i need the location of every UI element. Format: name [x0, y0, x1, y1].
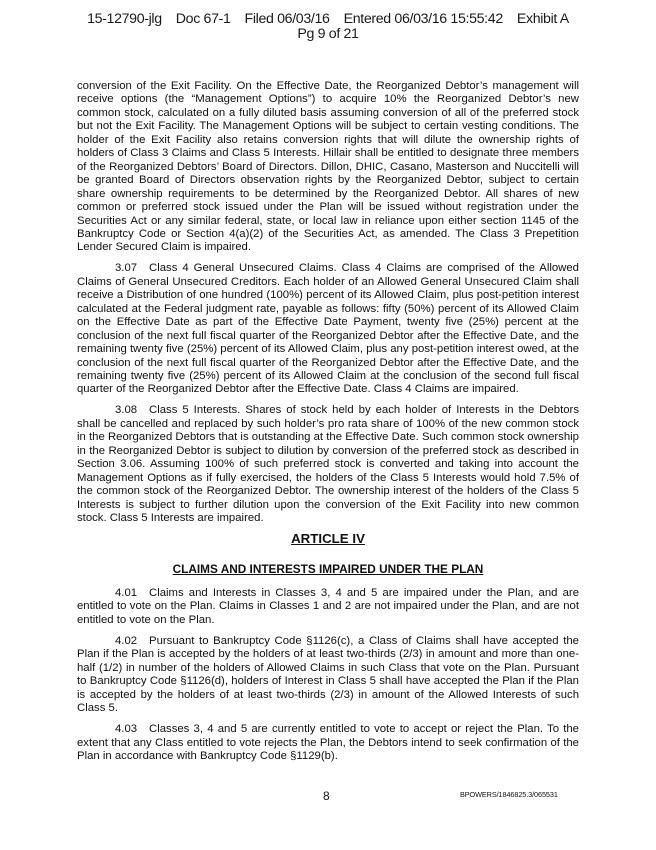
page-number: 8 [323, 789, 330, 803]
section-text: Class 4 General Unsecured Claims. Class 4 Claims are comprised of the Allowed Claims of General Unsecured Creditors. Each holder of an Allowed General Unsecured Claim shall receive a Distribution of one hundred (100%) percent of its Allowed Claim, plus post-petition interest calculated at the Federal judgment rate, payable as follows: fifty (50%) percent of its Allowed Claim on the Effective Date as part of the Effective Date Payment, twenty five (25%) percent at the conclusion of the next full fiscal quarter of the Reorganized Debtor after the Effective Date, and the remaining twenty five (25%) percent of its Allowed Claim, plus any post-petition interest owed, at the conclusion of the next full fiscal quarter of the Reorganized Debtor after the Effective Date, and the remaining twenty five (25%) percent of its Allowed Claim at the conclusion of the second full fiscal quarter of the Reorganized Debtor after the Effective Date. Class 4 Claims are impaired. [77, 262, 579, 396]
document-body [77, 80, 579, 771]
section-4-01 [77, 587, 579, 627]
section-number: 4.03 [115, 723, 138, 736]
entered-date: Entered 06/03/16 15:55:42 [343, 11, 503, 27]
filed-date: Filed 06/03/16 [244, 11, 330, 27]
page-of-total: Pg 9 of 21 [297, 26, 359, 42]
section-4-03 [77, 723, 579, 763]
document-id: BPOWERS/1846825.3/065531 [460, 790, 558, 799]
section-text: Class 5 Interests. Shares of stock held by each holder of Interests in the Debtors shall be cancelled and replaced by such holder’s pro rata share of 100% of the new common stock in the Reorganized Debtors that is outstanding at the Effective Date. Such common stock ownership in the Reorganized Debtor is subject to dilution by conversion of the preferred stock as described in Section 3.06. Assuming 100% of such preferred stock is converted and taking into account the Management Options as if fully exercised, the holders of the Class 5 Interests would hold 7.5% of the common stock of the Reorganized Debtor. The ownership interest of the holders of the Class 5 Interests is subject to further dilution upon the conversion of the Exit Facility into new common stock. Class 5 Interests are impaired. [77, 404, 579, 525]
paragraph-continued: conversion of the Exit Facility. On the Effective Date, the Reorganized Debtor’s management will receive options (the “Management Options”) to acquire 10% the Reorganized Debtor’s new common stock, calculated on a fully diluted basis assuming conversion of all of the preferred stock but not the Exit Facility. The Management Options will be subject to certain vesting conditions. The holder of the Exit Facility also retains conversion rights that will dilute the ownership rights of holders of Class 3 Claims and Class 5 Interests. Hillair shall be entitled to designate three members of the Reorganized Debtors’ Board of Directors. Dillon, DHIC, Casano, Masterson and Nuccitelli will be granted Board of Directors observation rights by the Reorganized Debtor, subject to certain share ownership requirements to be determined by the Reorganized Debtor. All shares of new common or preferred stock issued under the Plan will be issued without registration under the Securities Act or any similar federal, state, or local law in reliance upon either section 1145 of the Bankruptcy Code or Section 4(a)(2) of the Securities Act, as amended. The Class 3 Prepetition Lender Secured Claim is impaired. [77, 80, 579, 254]
court-filing-stamp [0, 12, 656, 42]
section-number: 4.02 [115, 634, 138, 647]
stamp-line-1 [0, 12, 656, 27]
section-text: Pursuant to Bankruptcy Code §1126(c), a Class of Claims shall have accepted the Plan if the Plan is accepted by the holders of at least two-thirds (2/3) in amount and more than one-half (1/2) in number of the holders of Allowed Claims in such Class that vote on the Plan. Pursuant to Bankruptcy Code §1126(d), holders of Interest in Class 5 shall have accepted the Plan if the Plan is accepted by the holders of at least two-thirds (2/3) in amount of the Allowed Interests of such Class 5. [77, 634, 579, 715]
section-number: 4.01 [115, 587, 138, 599]
section-number: 3.07 [115, 262, 138, 275]
article-subheading: CLAIMS AND INTERESTS IMPAIRED UNDER THE PLAN [172, 562, 484, 576]
doc-number: Doc 67-1 [175, 11, 231, 27]
section-4-02 [77, 635, 579, 716]
section-number: 3.08 [115, 404, 138, 417]
section-text: Classes 3, 4 and 5 are currently entitled to vote to accept or reject the Plan. To the extent that any Class entitled to vote rejects the Plan, the Debtors intend to seek confirmation of the Plan in accordance with Bankruptcy Code §1129(b). [77, 723, 579, 762]
exhibit-label: Exhibit A [516, 11, 569, 27]
section-3-08 [77, 404, 579, 525]
section-3-07 [77, 262, 579, 397]
case-number: 15-12790-jlg [87, 11, 162, 27]
article-heading: ARTICLE IV [291, 531, 365, 546]
section-text: Claims and Interests in Classes 3, 4 and 5 are impaired under the Plan, and are entitled to vote on the Plan. Claims in Classes 1 and 2 are not impaired under the Plan, and are not entitled to vote on the Plan. [77, 587, 579, 626]
